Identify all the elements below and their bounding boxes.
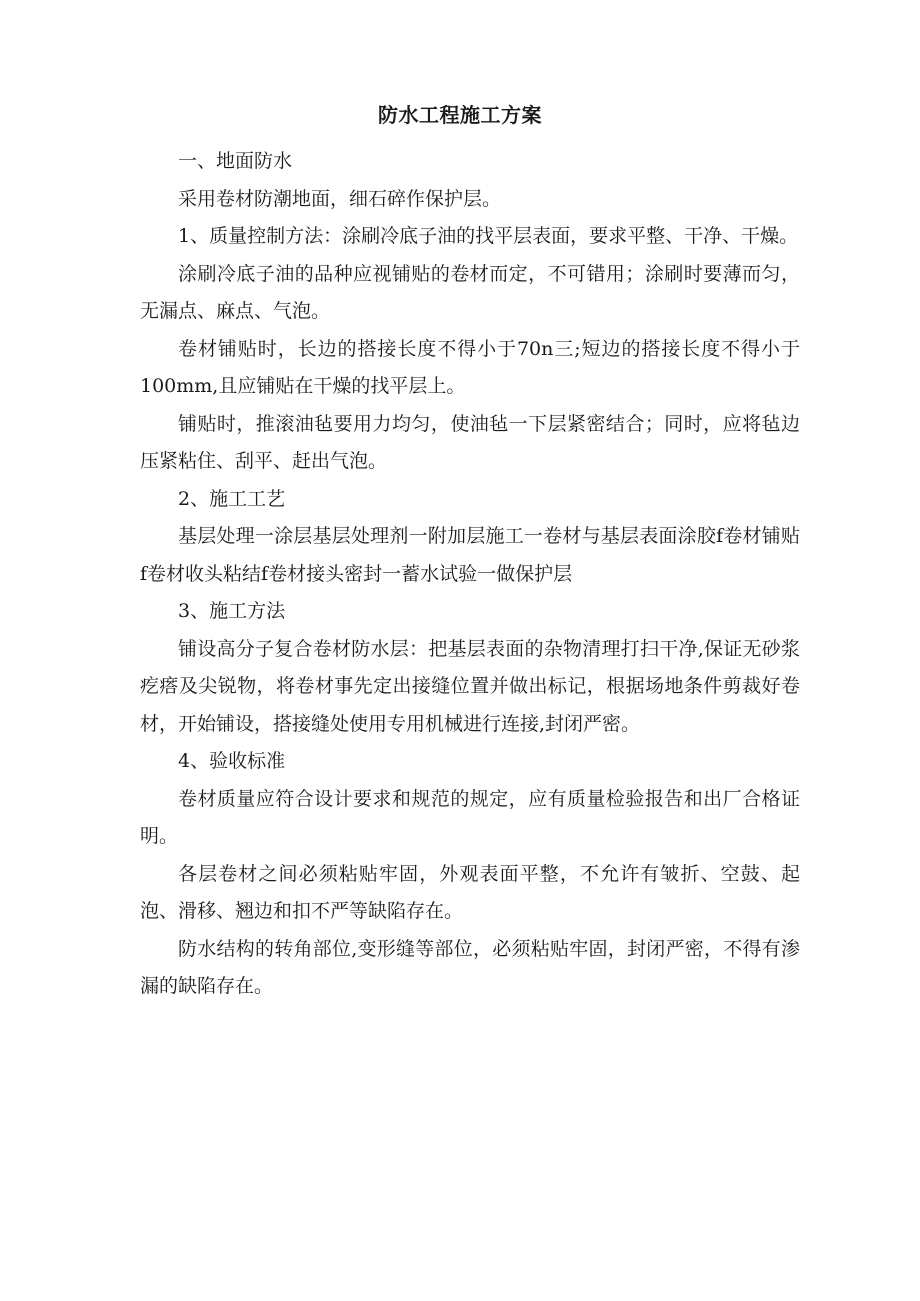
paragraph: 1、质量控制方法：涂刷冷底子油的找平层表面，要求平整、干净、干燥。 (178, 225, 799, 247)
section-heading-construction-method: 3、施工方法 (178, 600, 286, 622)
section-heading-construction-process: 2、施工工艺 (178, 487, 286, 510)
paragraph: 铺设高分子复合卷材防水层：把基层表面的杂物清理打扫干净,保证无砂浆疙瘩及尖锐物，将卷材事先定出接缝位置并做出标记，根据场地条件剪裁好卷材，开始铺设，搭接缝处使用专用机械进行连接,封闭严密。 (140, 637, 800, 735)
section-heading-acceptance-standard: 4、验收标准 (178, 750, 286, 772)
paragraph: 采用卷材防潮地面，细石碎作保护层。 (178, 187, 502, 210)
paragraph: 涂刷冷底子油的品种应视铺贴的卷材而定，不可错用；涂刷时要薄而匀，无漏点、麻点、气泡。 (140, 262, 800, 322)
paragraph: 卷材铺贴时，长边的搭接长度不得小于70n三;短边的搭接长度不得小于100mm,且应铺贴在干燥的找平层上。 (140, 337, 800, 397)
document-body (140, 143, 800, 1006)
paragraph: 基层处理一涂层基层处理剂一附加层施工一卷材与基层表面涂胶f卷材铺贴f卷材收头粘结f卷材接头密封一蓄水试验一做保护层 (140, 525, 800, 585)
paragraph: 卷材质量应符合设计要求和规范的规定，应有质量检验报告和出厂合格证明。 (140, 787, 800, 847)
document-title: 防水工程施工方案 (378, 103, 542, 127)
paragraph: 铺贴时，推滚油毡要用力均匀，使油毡一下层紧密结合；同时，应将毡边压紧粘住、刮平、赶出气泡。 (140, 412, 800, 472)
section-heading-ground-waterproofing: 一、地面防水 (178, 150, 293, 172)
paragraph: 防水结构的转角部位,变形缝等部位，必须粘贴牢固，封闭严密，不得有渗漏的缺陷存在。 (140, 937, 800, 997)
paragraph: 各层卷材之间必须粘贴牢固，外观表面平整，不允许有皱折、空鼓、起泡、滑移、翘边和扣不严等缺陷存在。 (140, 862, 800, 922)
